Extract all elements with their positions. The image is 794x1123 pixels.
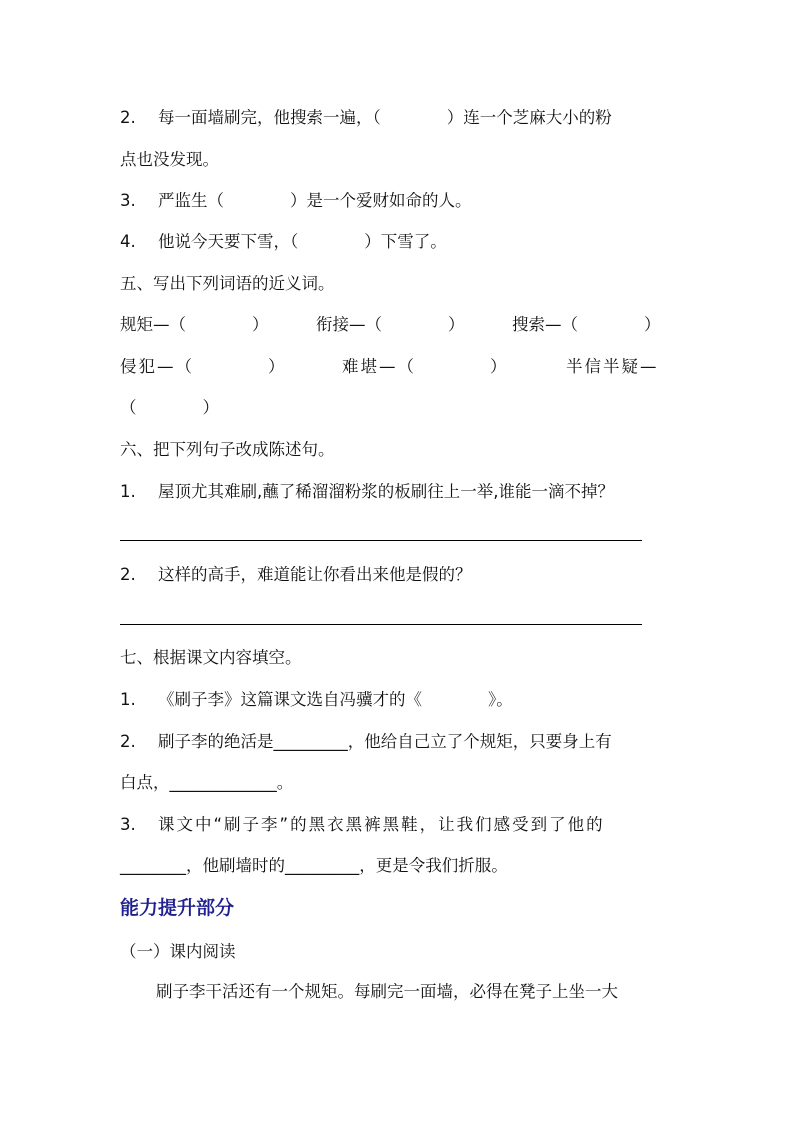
q5-synonym-2: 衔接—（ ） bbox=[316, 315, 465, 334]
section-heading: 能力提升部分 bbox=[120, 897, 235, 919]
q4-item2-text: 每一面墙刷完，他搜索一遍，（ ）连一个芝麻大小的粉 bbox=[158, 108, 612, 127]
q4-item4 bbox=[120, 231, 447, 253]
q7-item3-number: 3. bbox=[120, 815, 136, 834]
q7-item1 bbox=[120, 689, 513, 711]
q5-synonym-1: 规矩—（ ） bbox=[120, 315, 269, 334]
q7-item3-line1 bbox=[120, 814, 605, 836]
q5-title: 五、写出下列词语的近义词。 bbox=[120, 274, 335, 293]
q7-item2-line2: 白点，_____________。 bbox=[120, 773, 294, 792]
q7-item1-text: 《刷子李》这篇课文选自冯骥才的《 》。 bbox=[158, 690, 513, 709]
q6-item1-text: 屋顶尤其难刷,蘸了稀溜溜粉浆的板刷往上一举,谁能一滴不掉？ bbox=[158, 482, 614, 501]
q4-item4-number: 4. bbox=[120, 232, 136, 251]
q6-item1 bbox=[120, 481, 614, 503]
q4-item2-line1 bbox=[120, 107, 612, 129]
q6-item2-answer-line bbox=[120, 624, 642, 625]
q4-item4-text: 他说今天要下雪，（ ）下雪了。 bbox=[158, 232, 447, 251]
q5-synonym-6: 半信半疑— bbox=[566, 357, 659, 376]
q6-item1-number: 1. bbox=[120, 482, 136, 501]
q4-item3-text: 严监生（ ）是一个爱财如命的人。 bbox=[158, 191, 472, 210]
q7-item1-number: 1. bbox=[120, 690, 136, 709]
q6-item2-number: 2. bbox=[120, 565, 136, 584]
q5-synonym-5: 难堪—（ ） bbox=[342, 357, 509, 376]
q6-item1-answer-line bbox=[120, 540, 642, 541]
q5-synonym-4: 侵犯—（ ） bbox=[120, 357, 287, 376]
q6-title: 六、把下列句子改成陈述句。 bbox=[120, 440, 335, 459]
q4-item3 bbox=[120, 190, 472, 212]
q4-item2-line2: 点也没发现。 bbox=[120, 150, 219, 169]
section-subheading: （一）课内阅读 bbox=[120, 942, 236, 961]
q7-item2-text: 刷子李的绝活是_________，他给自己立了个规矩，只要身上有 bbox=[158, 732, 612, 751]
q4-item3-number: 3. bbox=[120, 191, 136, 210]
q6-item2 bbox=[120, 564, 472, 586]
q4-item2-number: 2. bbox=[120, 108, 136, 127]
q7-item3-line2: ________，他刷墙时的_________，更是令我们折服。 bbox=[120, 856, 508, 875]
q7-title: 七、根据课文内容填空。 bbox=[120, 648, 302, 667]
q5-synonym-3: 搜索—（ ） bbox=[512, 315, 661, 334]
q6-item2-text: 这样的高手，难道能让你看出来他是假的？ bbox=[158, 565, 472, 584]
reading-paragraph: 刷子李干活还有一个规矩。每刷完一面墙，必得在凳子上坐一大 bbox=[156, 982, 618, 1001]
q7-item3-text: 课文中“刷子李”的黑衣黑裤黑鞋，让我们感受到了他的 bbox=[158, 815, 605, 834]
q5-synonym-6-blank: （ ） bbox=[120, 398, 219, 417]
q7-item2-number: 2. bbox=[120, 732, 136, 751]
q7-item2-line1 bbox=[120, 731, 612, 753]
